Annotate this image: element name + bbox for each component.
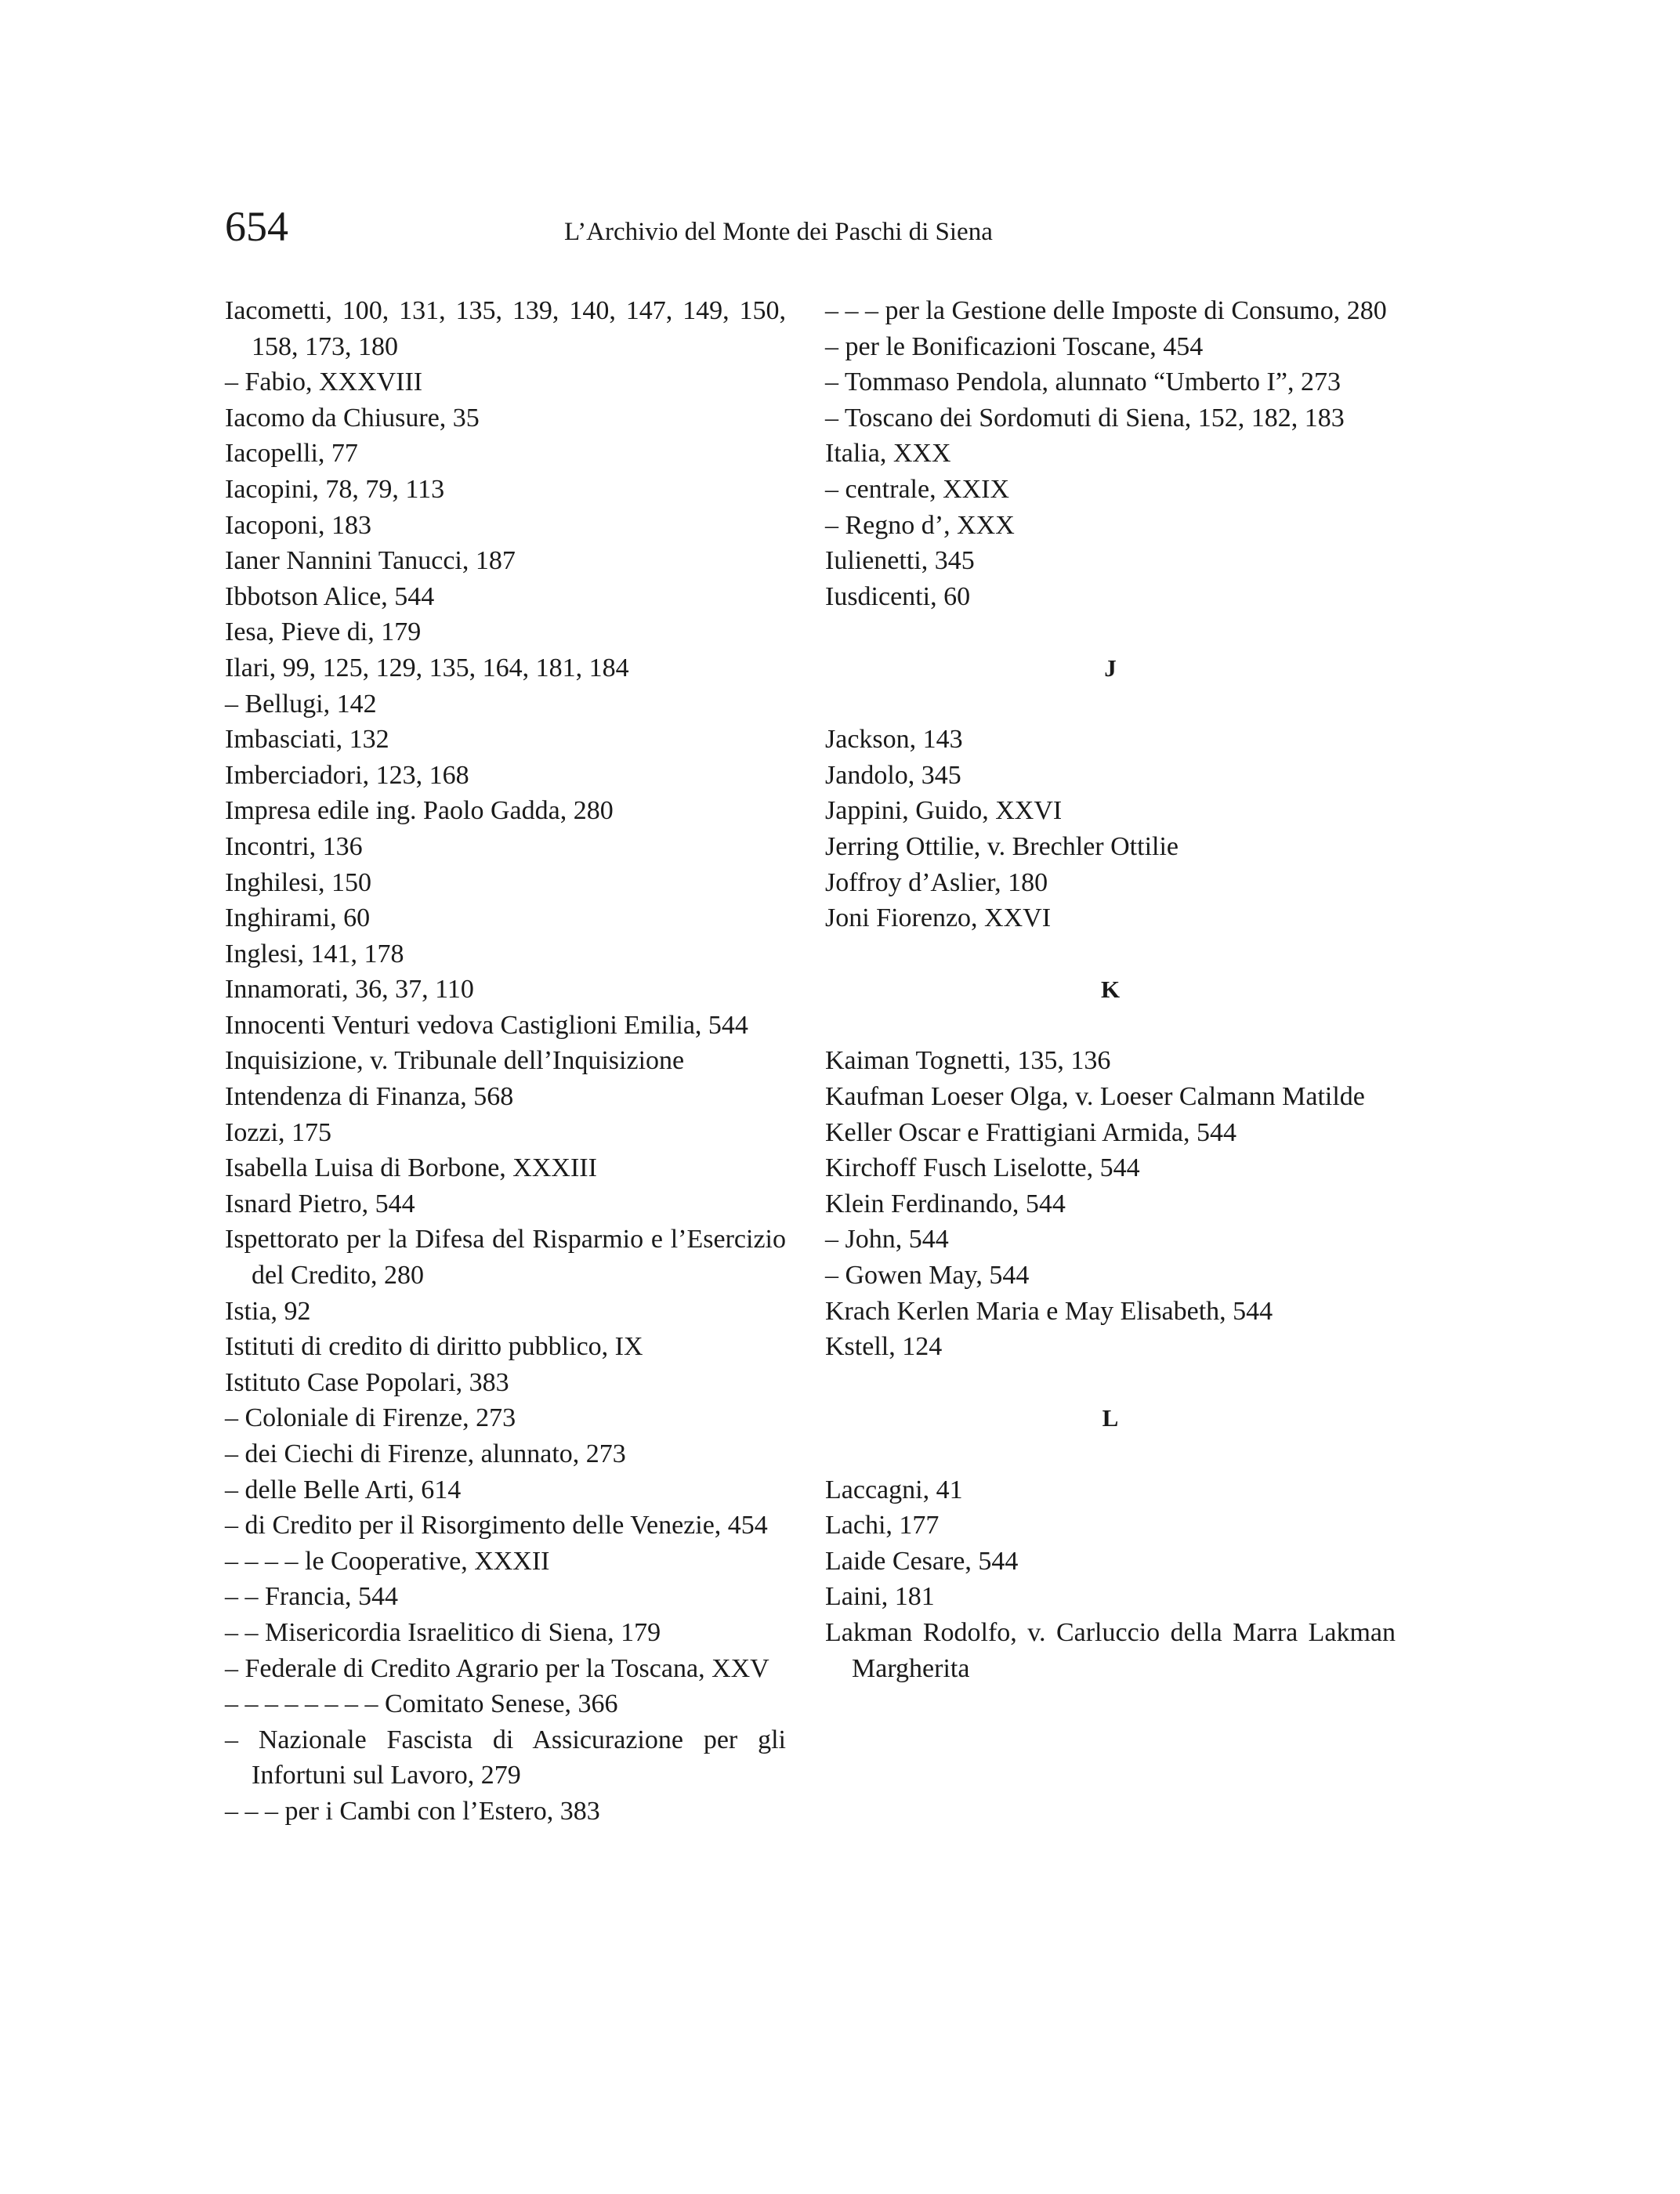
- section-spacer: [825, 1436, 1396, 1472]
- index-entry: – Gowen May, 544: [825, 1261, 1030, 1291]
- index-entry: Inquisizione, v. Tribunale dell’Inquisizione: [225, 1046, 685, 1076]
- index-entry: – Toscano dei Sordomuti di Siena, 152, 182, 183: [825, 403, 1345, 433]
- index-entry: Lakman Rodolfo, v. Carluccio della Marra Lakman Margherita: [825, 1617, 1396, 1683]
- section-spacer: [825, 936, 1396, 972]
- index-entry: Imbasciati, 132: [225, 725, 389, 755]
- index-entry: Iacomo da Chiusure, 35: [225, 403, 480, 433]
- index-entry: Intendenza di Finanza, 568: [225, 1082, 514, 1112]
- index-left-column: [225, 293, 786, 1830]
- index-entry: Klein Ferdinando, 544: [825, 1189, 1066, 1218]
- index-entry: – – – – le Cooperative, XXXII: [225, 1546, 550, 1576]
- index-entry: Jackson, 143: [825, 725, 963, 755]
- index-entry: Ibbotson Alice, 544: [225, 581, 435, 611]
- index-entry: Kaufman Loeser Olga, v. Loeser Calmann Matilde: [825, 1082, 1365, 1112]
- index-entry: Isabella Luisa di Borbone, XXXIII: [225, 1153, 597, 1183]
- index-entry: Inghilesi, 150: [225, 867, 371, 897]
- index-entry: Krach Kerlen Maria e May Elisabeth, 544: [825, 1296, 1273, 1326]
- index-entry: Ianer Nannini Tanucci, 187: [225, 546, 516, 576]
- index-entry: Inghirami, 60: [225, 903, 371, 933]
- index-entry: Iacopini, 78, 79, 113: [225, 474, 445, 504]
- index-entry: Incontri, 136: [225, 831, 363, 861]
- index-entry: – – – per la Gestione delle Imposte di Consumo, 280: [825, 296, 1387, 325]
- index-entry: Jappini, Guido, XXVI: [825, 796, 1063, 826]
- index-entry: Iusdicenti, 60: [825, 581, 971, 611]
- index-entry: Iesa, Pieve di, 179: [225, 617, 422, 647]
- index-entry: Istia, 92: [225, 1296, 311, 1326]
- index-entry: – centrale, XXIX: [825, 474, 1010, 504]
- index-entry: – per le Bonificazioni Toscane, 454: [825, 331, 1204, 361]
- index-entry: Iacopelli, 77: [225, 439, 358, 469]
- index-entry: Laini, 181: [825, 1582, 935, 1612]
- section-spacer: [825, 1365, 1396, 1401]
- section-spacer: [825, 686, 1396, 722]
- index-entry: – – – per i Cambi con l’Estero, 383: [225, 1796, 600, 1826]
- index-entry: Imberciadori, 123, 168: [225, 760, 469, 790]
- index-entry: Iacometti, 100, 131, 135, 139, 140, 147, 149, 150, 158, 173, 180: [225, 296, 786, 361]
- index-entry: Impresa edile ing. Paolo Gadda, 280: [225, 796, 614, 826]
- index-entry: Inglesi, 141, 178: [225, 939, 404, 968]
- index-entry: Istituto Case Popolari, 383: [225, 1367, 509, 1397]
- index-entry: – – Misericordia Israelitico di Siena, 179: [225, 1617, 661, 1647]
- index-entry: – Nazionale Fascista di Assicurazione per gli Infortuni sul Lavoro, 279: [225, 1725, 786, 1790]
- index-entry: – – Francia, 544: [225, 1582, 398, 1612]
- section-spacer: [825, 614, 1396, 650]
- section-spacer: [825, 1008, 1396, 1044]
- index-entry: Iacoponi, 183: [225, 510, 371, 540]
- index-entry: Iulienetti, 345: [825, 546, 975, 576]
- index-entry: – – – – – – – – Comitato Senese, 366: [225, 1689, 618, 1719]
- index-entry: – John, 544: [825, 1225, 949, 1254]
- section-letter-j: J: [1104, 653, 1117, 682]
- index-entry: – Tommaso Pendola, alunnato “Umberto I”, 273: [825, 367, 1341, 397]
- index-entry: Keller Oscar e Frattigiani Armida, 544: [825, 1117, 1236, 1147]
- index-entry: Laccagni, 41: [825, 1475, 963, 1504]
- index-entry: – delle Belle Arti, 614: [225, 1475, 462, 1504]
- index-entry: Innocenti Venturi vedova Castiglioni Emilia, 544: [225, 1010, 748, 1040]
- index-entry: Kirchoff Fusch Liselotte, 544: [825, 1153, 1140, 1183]
- index-right-column: [825, 293, 1396, 1686]
- index-entry: Kstell, 124: [825, 1332, 943, 1362]
- section-letter-k: K: [1100, 976, 1121, 1004]
- index-entry: Isnard Pietro, 544: [225, 1189, 415, 1218]
- index-entry: Kaiman Tognetti, 135, 136: [825, 1046, 1111, 1076]
- index-entry: – Federale di Credito Agrario per la Toscana, XXV: [225, 1653, 769, 1683]
- index-entry: Iozzi, 175: [225, 1117, 331, 1147]
- index-entry: Laide Cesare, 544: [825, 1546, 1019, 1576]
- section-letter-l: L: [1102, 1404, 1119, 1432]
- index-entry: Lachi, 177: [825, 1511, 940, 1541]
- index-entry: Innamorati, 36, 37, 110: [225, 975, 474, 1005]
- index-entry: Italia, XXX: [825, 439, 951, 469]
- index-entry: Ispettorato per la Difesa del Risparmio e l’Esercizio del Credito, 280: [225, 1225, 786, 1291]
- index-entry: Jerring Ottilie, v. Brechler Ottilie: [825, 831, 1179, 861]
- index-entry: – dei Ciechi di Firenze, alunnato, 273: [225, 1439, 626, 1468]
- index-entry: – di Credito per il Risorgimento delle Venezie, 454: [225, 1511, 768, 1541]
- index-entry: – Regno d’, XXX: [825, 510, 1015, 540]
- index-entry: Istituti di credito di diritto pubblico, IX: [225, 1332, 643, 1362]
- index-entry: – Bellugi, 142: [225, 689, 377, 719]
- index-entry: Joffroy d’Aslier, 180: [825, 867, 1048, 897]
- page-number: 654: [225, 203, 288, 250]
- index-entry: – Coloniale di Firenze, 273: [225, 1403, 516, 1433]
- index-entry: Ilari, 99, 125, 129, 135, 164, 181, 184: [225, 653, 629, 682]
- index-entry: Joni Fiorenzo, XXVI: [825, 903, 1052, 933]
- index-entry: Jandolo, 345: [825, 760, 961, 790]
- index-entry: – Fabio, XXXVIII: [225, 367, 423, 397]
- running-title: L’Archivio del Monte dei Paschi di Siena: [564, 218, 993, 246]
